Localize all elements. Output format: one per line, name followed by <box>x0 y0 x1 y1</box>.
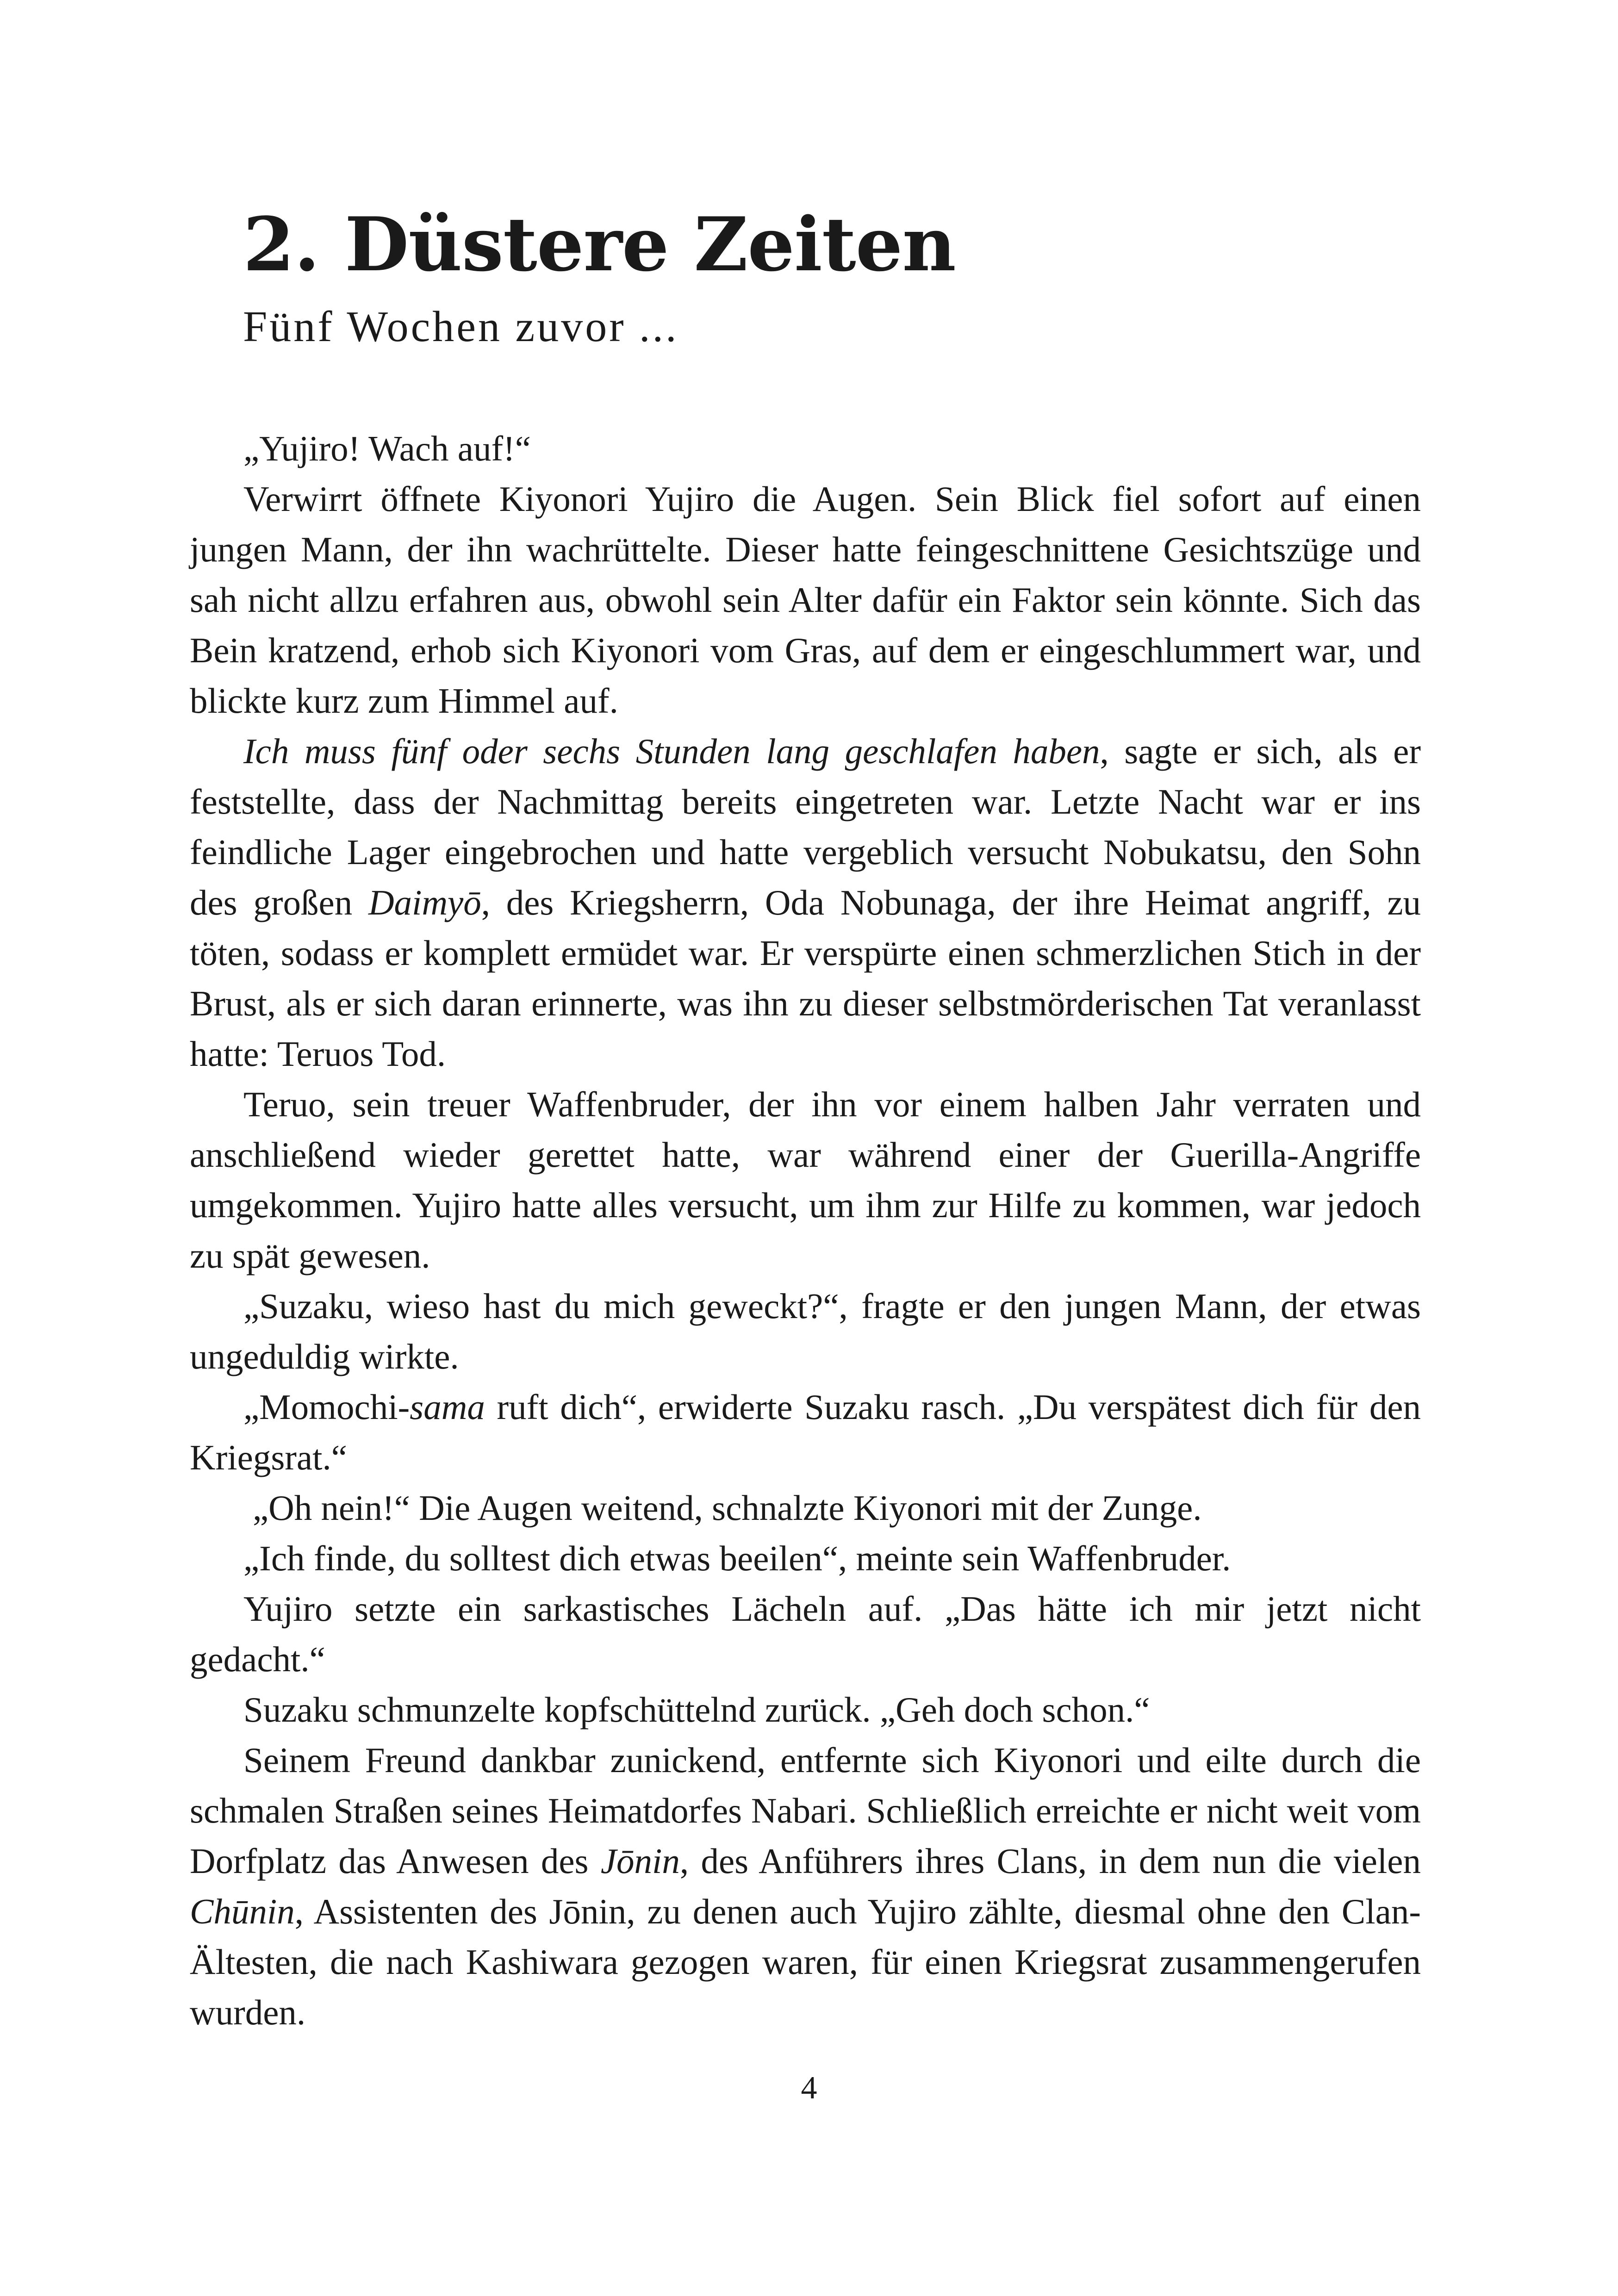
page-number: 4 <box>801 2070 817 2106</box>
paragraph <box>190 1281 1421 1382</box>
text-run: , Assistenten des Jōnin, zu denen auch Yujiro zählte, diesmal ohne den Clan-Ältesten, die nach Kashiwara gezogen waren, für einen Kriegsrat zusammengerufen wurden. <box>190 1892 1421 2032</box>
text-run: Suzaku schmunzelte kopfschüttelnd zurück. „Geh doch schon.“ <box>243 1690 1150 1730</box>
paragraph <box>190 1735 1421 2038</box>
text-run: Teruo, sein treuer Waffenbruder, der ihn vor einem halben Jahr verraten und anschließend wieder gerettet hatte, war während einer der Guerilla-Angriffe umgekommen. Yujiro hatte alles versucht, um ihm zur Hilfe zu kommen, war jedoch zu spät gewesen. <box>190 1084 1421 1276</box>
text-run: Verwirrt öffnete Kiyonori Yujiro die Augen. Sein Blick fiel sofort auf einen jungen Mann, der ihn wachrüttelte. Dieser hatte feingeschnittene Gesichtszüge und sah nicht allzu erfahren aus, obwohl sein Alter dafür ein Faktor sein könnte. Sich das Bein kratzend, erhob sich Kiyonori vom Gras, auf dem er eingeschlummert war, und blickte kurz zum Himmel auf. <box>190 479 1421 721</box>
paragraph <box>190 726 1421 1079</box>
italic-text: Chūnin <box>190 1892 295 1931</box>
chapter-subtitle: Fünf Wochen zuvor ... <box>243 303 679 351</box>
paragraph <box>190 1533 1421 1584</box>
italic-text: sama <box>410 1387 485 1427</box>
text-run: „Momochi- <box>243 1387 410 1427</box>
text-run: „Yujiro! Wach auf!“ <box>243 429 531 468</box>
text-run: Seinem Freund dankbar zunickend, entfernte sich Kiyonori und eilte durch die schmalen Straßen seines Heimatdorfes Nabari. Schließlich erreichte er nicht weit vom Dorfplatz das Anwesen des <box>190 1740 1421 1881</box>
text-run: ruft dich“, erwiderte Suzaku rasch. „Du verspätest dich für den Kriegsrat.“ <box>190 1387 1421 1477</box>
text-run: , des Anführers ihres Clans, in dem nun die vielen <box>679 1841 1421 1881</box>
paragraph <box>190 1382 1421 1483</box>
paragraph <box>190 423 1421 474</box>
paragraph <box>190 1079 1421 1281</box>
paragraph <box>190 474 1421 726</box>
italic-text: Daimyō <box>368 883 481 922</box>
paragraph <box>190 1685 1421 1735</box>
text-run: , sagte er sich, als er feststellte, dass der Nachmittag bereits eingetreten war. Letzte Nacht war er ins feindliche Lager eingebrochen und hatte vergeblich versucht Nobukatsu, den Sohn des großen <box>190 731 1421 922</box>
paragraph <box>190 1483 1421 1533</box>
body-text <box>190 423 1421 2038</box>
paragraph <box>190 1584 1421 1685</box>
italic-text: Jōnin <box>600 1841 680 1881</box>
text-run: Yujiro setzte ein sarkastisches Lächeln auf. „Das hätte ich mir jetzt nicht gedacht.“ <box>190 1589 1421 1679</box>
italic-text: Ich muss fünf oder sechs Stunden lang geschlafen haben <box>243 731 1100 771</box>
text-run: „Ich finde, du solltest dich etwas beeilen“, meinte sein Waffenbruder. <box>243 1538 1231 1578</box>
text-run: „Oh nein!“ Die Augen weitend, schnalzte Kiyonori mit der Zunge. <box>253 1488 1202 1528</box>
text-run: , des Kriegsherrn, Oda Nobunaga, der ihre Heimat angriff, zu töten, sodass er komplett ermüdet war. Er verspürte einen schmerzlichen Stich in der Brust, als er sich daran erinnerte, was ihn zu dieser selbstmörderischen Tat veranlasst hatte: Teruos Tod. <box>190 883 1421 1074</box>
chapter-title: 2. Düstere Zeiten <box>243 201 956 288</box>
text-run: „Suzaku, wieso hast du mich geweckt?“, fragte er den jungen Mann, der etwas ungeduldig wirkte. <box>190 1286 1421 1376</box>
